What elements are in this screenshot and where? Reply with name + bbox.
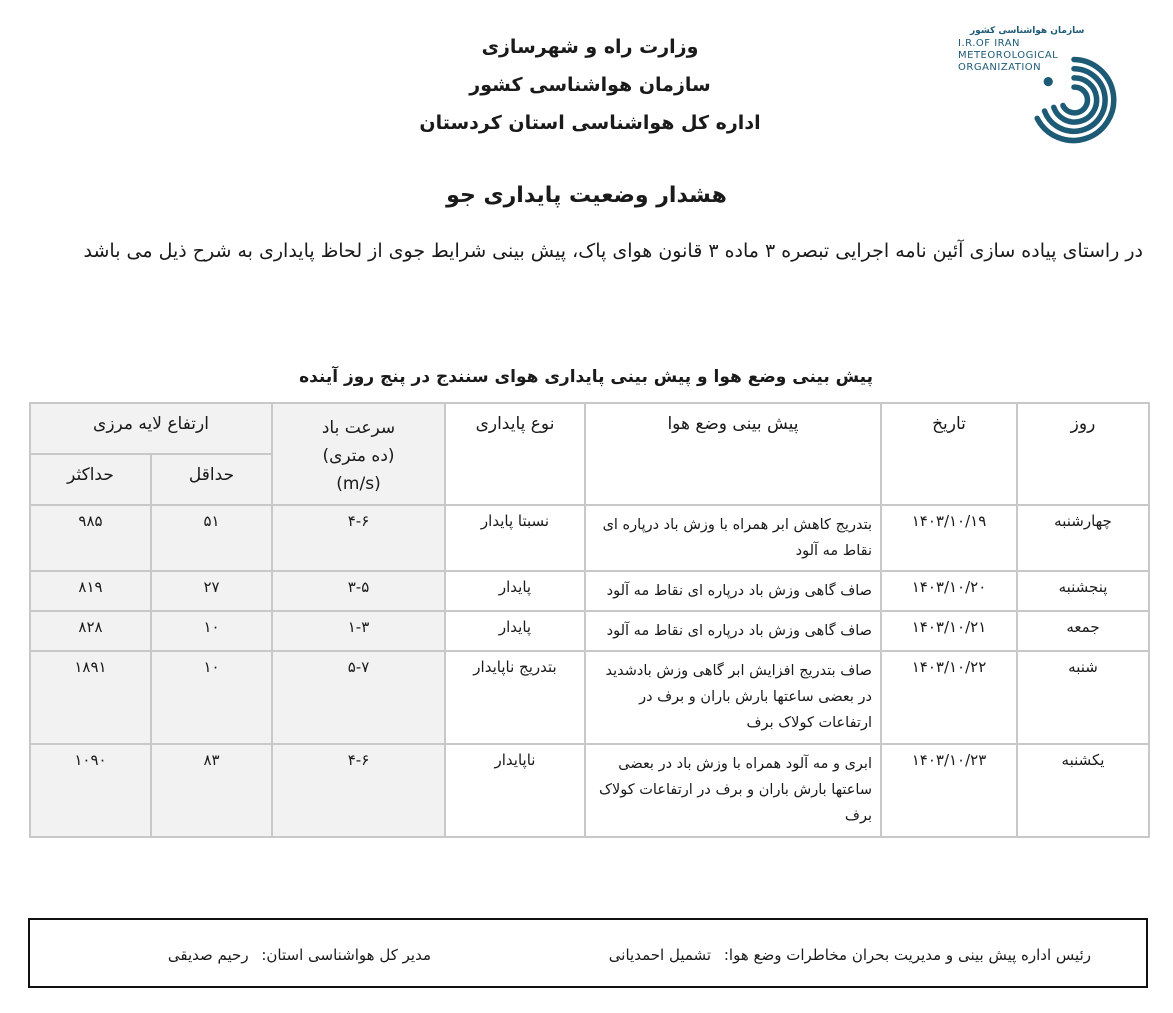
header-min: حداقل	[151, 454, 272, 505]
cell-stability: ناپایدار	[445, 744, 585, 837]
logo-text-en: I.R.OF IRAN METEOROLOGICAL ORGANIZATION	[958, 38, 1059, 73]
cell-wind: ۴-۶	[272, 505, 445, 571]
intro-paragraph: در راستای پیاده سازی آئین نامه اجرایی تبصره ۳ ماده ۳ قانون هوای پاک، پیش بینی شرایط جوی از لحاظ پایداری به شرح ذیل می باشد	[83, 240, 1143, 262]
cell-wind: ۴-۶	[272, 744, 445, 837]
cell-forecast: صاف گاهی وزش باد درپاره ای نقاط مه آلود	[585, 611, 881, 651]
cell-max: ۸۲۸	[30, 611, 151, 651]
header-forecast: پیش بینی وضع هوا	[585, 403, 881, 505]
cell-date: ۱۴۰۳/۱۰/۲۳	[881, 744, 1017, 837]
header-boundary-layer: ارتفاع لایه مرزی	[30, 403, 272, 454]
cell-stability: بتدریج ناپایدار	[445, 651, 585, 744]
table-row	[30, 611, 1149, 651]
cell-date: ۱۴۰۳/۱۰/۱۹	[881, 505, 1017, 571]
table-row	[30, 744, 1149, 837]
cell-max: ۱۸۹۱	[30, 651, 151, 744]
header-wind-speed: سرعت باد (ده متری) (m/s)	[272, 403, 445, 505]
header-date: تاریخ	[881, 403, 1017, 505]
director-signature	[168, 946, 431, 964]
cell-stability: نسبتا پایدار	[445, 505, 585, 571]
letterhead	[380, 28, 800, 142]
cell-day: چهارشنبه	[1017, 505, 1149, 571]
cell-max: ۹۸۵	[30, 505, 151, 571]
cell-min: ۸۳	[151, 744, 272, 837]
forecast-head-name: تشمیل احمدیانی	[608, 946, 712, 964]
cell-wind: ۱-۳	[272, 611, 445, 651]
cell-min: ۱۰	[151, 611, 272, 651]
cell-min: ۱۰	[151, 651, 272, 744]
cell-max: ۱۰۹۰	[30, 744, 151, 837]
cell-min: ۲۷	[151, 571, 272, 611]
cell-wind: ۳-۵	[272, 571, 445, 611]
meteorological-organization-logo	[958, 24, 1128, 154]
header-stability: نوع پایداری	[445, 403, 585, 505]
spiral-logo-icon	[1028, 54, 1120, 146]
cell-forecast: بتدریج کاهش ابر همراه با وزش باد درپاره ای نقاط مه آلود	[585, 505, 881, 571]
table-title: پیش بینی وضع هوا و پیش بینی پایداری هوای سنندج در پنج روز آینده	[299, 367, 873, 387]
header-day: روز	[1017, 403, 1149, 505]
ministry-name: وزارت راه و شهرسازی	[481, 36, 699, 58]
signature-box	[28, 918, 1148, 988]
cell-day: شنبه	[1017, 651, 1149, 744]
cell-forecast: ابری و مه آلود همراه با وزش باد در بعضی ساعتها بارش باران و برف در ارتفاعات کولاک برف	[585, 744, 881, 837]
forecast-table	[29, 402, 1150, 838]
header-max: حداکثر	[30, 454, 151, 505]
table-row	[30, 651, 1149, 744]
director-name: رحیم صدیقی	[167, 946, 249, 964]
cell-stability: پایدار	[445, 611, 585, 651]
cell-date: ۱۴۰۳/۱۰/۲۰	[881, 571, 1017, 611]
table-row	[30, 571, 1149, 611]
cell-date: ۱۴۰۳/۱۰/۲۲	[881, 651, 1017, 744]
document-title: هشدار وضعیت پایداری جو	[446, 183, 727, 208]
forecast-head-title: رئیس اداره پیش بینی و مدیریت بحران مخاطرات وضع هوا:	[723, 946, 1091, 964]
cell-forecast: صاف بتدریج افزایش ابر گاهی وزش بادشدید در بعضی ساعتها بارش باران و برف در ارتفاعات کولاک برف	[585, 651, 881, 744]
organization-name: سازمان هواشناسی کشور	[469, 74, 711, 96]
cell-day: جمعه	[1017, 611, 1149, 651]
cell-day: یکشنبه	[1017, 744, 1149, 837]
cell-stability: پایدار	[445, 571, 585, 611]
director-title: مدیر کل هواشناسی استان:	[261, 946, 431, 964]
forecast-head-signature	[609, 946, 1091, 964]
cell-min: ۵۱	[151, 505, 272, 571]
cell-wind: ۵-۷	[272, 651, 445, 744]
cell-date: ۱۴۰۳/۱۰/۲۱	[881, 611, 1017, 651]
table-row	[30, 505, 1149, 571]
cell-forecast: صاف گاهی وزش باد درپاره ای نقاط مه آلود	[585, 571, 881, 611]
cell-max: ۸۱۹	[30, 571, 151, 611]
cell-day: پنجشنبه	[1017, 571, 1149, 611]
office-name: اداره کل هواشناسی استان کردستان	[419, 112, 761, 134]
logo-text-fa: سازمان هواشناسی کشور	[970, 26, 1085, 36]
